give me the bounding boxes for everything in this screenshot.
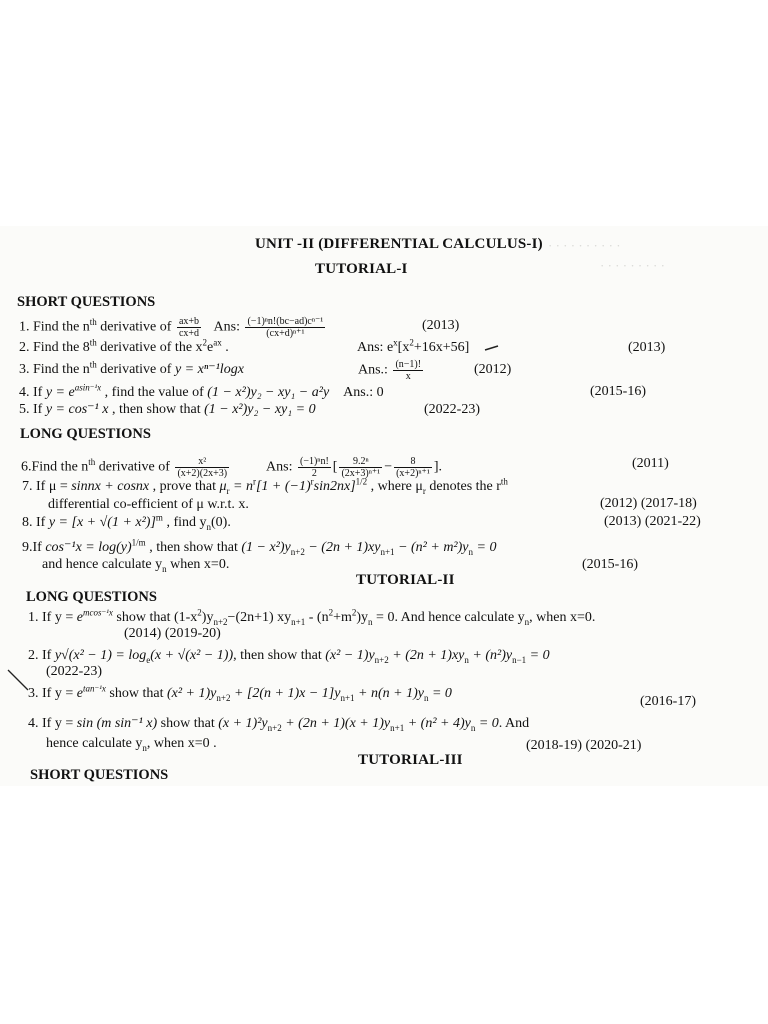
question-6: 6.Find the $n^{th}$ derivative of $\frac{\text{x²}}{(x+2)(2x+3)}$ Ans: $\frac{\text{(−1)ⁿn!}}{2}$ [ $\frac{\text{9.2ⁿ}}{\text{(2x+3)ⁿ⁺¹}}$ − $\frac{8}{\text{(x+2)ⁿ⁺¹}}$ ].	[21, 456, 442, 479]
answer-fraction: $\frac{\text{(−1)ⁿn!}}{2}$	[300, 456, 329, 479]
long-questions-heading: LONG QUESTIONS	[20, 426, 151, 442]
question-3: 3. Find the $n^{th}$ derivative of y = xⁿ⁻¹logx	[19, 359, 244, 377]
question-5: 5. If y = cos⁻¹ x , then show that (1 − x²)y₂ − xy₁ = 0	[19, 402, 316, 417]
answer-fraction: $\frac{(n-1)!}{x}$	[395, 359, 422, 382]
unit-title: UNIT -II (DIFFERENTIAL CALCULUS-I)	[255, 236, 543, 252]
answer-fraction: $\frac{\text{9.2ⁿ}}{\text{(2x+3)ⁿ⁺¹}}$	[341, 456, 381, 479]
bleed-through-text: · · · · · · · · · ·	[548, 238, 621, 253]
question-1: 1. Find the $n^{th}$ derivative of $\frac{ax+b}{cx+d}$ Ans: $\frac{\text{(−1)ⁿn!(bc−ad)cⁿ⁻¹}}{\text{(cx+d)ⁿ⁺¹}}$	[19, 316, 324, 339]
tutorial2-question-1: 1. If $y = e^{mcos^{-1}x}$ show that $(1-x^2)y_{n+2}-(2n+1)$ $xy_{n+1} - (n^2+m^2)y_n = 0$. And hence calculate $y_n$, when x=0.	[28, 607, 596, 627]
bleed-through-text: · · · · · · · · ·	[600, 258, 665, 273]
year: (2013)	[628, 340, 666, 355]
year: (2015-16)	[590, 384, 646, 399]
short-questions-heading: SHORT QUESTIONS	[30, 767, 169, 783]
short-questions-heading: SHORT QUESTIONS	[17, 294, 156, 310]
year: (2022-23)	[424, 402, 480, 417]
fraction: $\frac{ax+b}{cx+d}$	[178, 316, 200, 339]
answer-fraction: $\frac{\text{(−1)ⁿn!(bc−ad)cⁿ⁻¹}}{\text{(cx+d)ⁿ⁺¹}}$	[247, 316, 324, 339]
year: (2012) (2017-18)	[600, 496, 697, 511]
year: (2015-16)	[582, 557, 638, 572]
tutorial2-question-3: 3. If $y = e^{tan^{-1}x}$ show that $(x^2 + 1)y_{n+2} + [2(n + 1)x - 1]y_{n+1} + n(n + 1)y_n = 0$	[28, 683, 452, 703]
year: (2013) (2021-22)	[604, 514, 701, 529]
year: (2011)	[632, 456, 669, 471]
long-questions-heading: LONG QUESTIONS	[26, 589, 157, 605]
tutorial2-question-4-line-2: hence calculate $y_n$, when x=0 .	[46, 736, 217, 753]
tutorial-2-heading: TUTORIAL-II	[356, 572, 455, 588]
year: (2014) (2019-20)	[124, 626, 221, 641]
question-7: 7. If μ = sinnx + cosnx , prove that $\mu_r = n^r[1 + (-1)^r\sin 2nx]^{1/2}$ , where $\mu_r$ denotes the $r^{th}$	[22, 476, 508, 496]
year: (2018-19) (2020-21)	[526, 738, 642, 753]
pen-mark	[484, 344, 500, 352]
year: (2012)	[474, 362, 512, 377]
tutorial-3-heading: TUTORIAL-III	[358, 752, 463, 768]
question-2: 2. Find the 8th derivative of the $x^2e^{ax}$ .	[19, 337, 229, 355]
question-7-line-2: differential co-efficient of μ w.r.t. x.	[48, 497, 249, 512]
tutorial-1-heading: TUTORIAL-I	[315, 261, 408, 277]
tutorial2-question-4: 4. If y = sin (m sin⁻¹ x) show that $(x + 1)^2y_{n+2} + (2n + 1)(x + 1)y_{n+1} + (n^2 + 4)y_n = 0$. And	[28, 716, 530, 733]
fraction: $\frac{\text{x²}}{(x+2)(2x+3)}$	[177, 456, 228, 479]
question-9-line-2: and hence calculate $y_n$ when x=0.	[42, 557, 230, 574]
answer-2: Ans: $e^x[x^2+16x+56]$	[357, 337, 470, 355]
year: (2022-23)	[46, 664, 102, 679]
answer-3: Ans.: $\frac{(n-1)!}{x}$	[358, 359, 422, 382]
year: (2016-17)	[640, 694, 696, 709]
answer-fraction: $\frac{8}{\text{(x+2)ⁿ⁺¹}}$	[396, 456, 430, 479]
question-9: 9.If $\cos^{-1}x = \log(y)^{1/m}$ , then show that $(1 - x^2)y_{n+2} - (2n + 1)xy_{n+1} - (n^2 + m^2)y_n = 0$	[22, 537, 497, 557]
question-4: 4. If $y = e^{asin^{-1}x}$ , find the value of (1 − x²)y₂ − xy₁ − a²y Ans.: 0	[19, 382, 384, 400]
year: (2013)	[422, 318, 460, 333]
tutorial2-question-2: 2. If $y√(x^2 - 1) = \log_e(x + √(x^2 - 1))$, then show that $(x^2 - 1)y_{n+2} + (2n + 1)xy_n + (n^2)y_{n-1} = 0$	[28, 648, 550, 665]
question-8: 8. If $y = [x + √(1 + x^2)]^m$ , find $y_n(0)$.	[22, 512, 231, 532]
